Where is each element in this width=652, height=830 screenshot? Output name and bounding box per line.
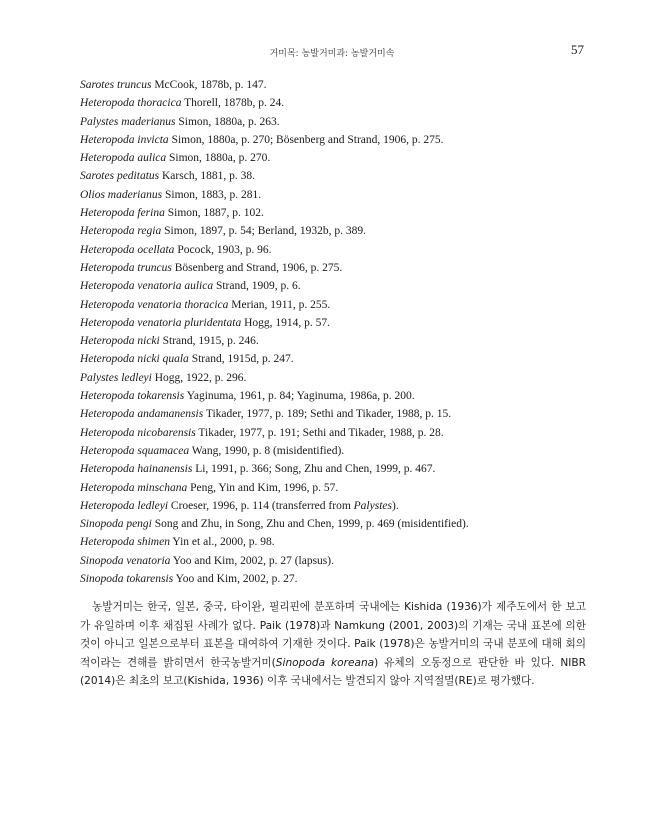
synonym-taxon: Sarotes peditatus bbox=[80, 170, 160, 183]
synonym-taxon: Heteropoda venatoria thoracica bbox=[80, 298, 229, 311]
synonym-entry bbox=[80, 167, 580, 185]
synonym-entry bbox=[80, 149, 580, 167]
synonym-citation: Croeser, 1996, p. 114 (transferred from bbox=[170, 499, 351, 512]
synonym-taxon: Heteropoda shimen bbox=[80, 536, 170, 549]
synonym-taxon: Palystes ledleyi bbox=[80, 371, 152, 384]
synonym-entry bbox=[80, 479, 580, 497]
synonym-citation: Thorell, 1878b, p. 24. bbox=[184, 97, 285, 110]
synonym-citation: Karsch, 1881, p. 38. bbox=[162, 170, 255, 183]
synonym-entry bbox=[80, 497, 580, 515]
synonym-citation: Strand, 1915d, p. 247. bbox=[191, 353, 294, 366]
synonym-taxon: Heteropoda venatoria pluridentata bbox=[80, 316, 242, 329]
synonym-entry bbox=[80, 570, 580, 588]
synonym-list bbox=[80, 76, 580, 588]
synonym-taxon: Sinopoda venatoria bbox=[80, 554, 171, 567]
synonym-entry bbox=[80, 387, 580, 405]
paragraph-text-end: ) 유체의 오동정으로 판단한 바 있다. NIBR (2014)은 최초의 보고(Kishida, 1936) 이후 국내에서는 발견되지 않아 지역절멸(RE)로 평가했다. bbox=[80, 656, 586, 688]
synonym-entry bbox=[80, 241, 580, 259]
synonym-entry bbox=[80, 314, 580, 332]
synonym-citation: Hogg, 1914, p. 57. bbox=[244, 316, 331, 329]
synonym-taxon: Heteropoda truncus bbox=[80, 261, 172, 274]
synonym-citation: Tikader, 1977, p. 191; Sethi and Tikader, 1988, p. 28. bbox=[198, 426, 444, 439]
synonym-citation: Simon, 1897, p. 54; Berland, 1932b, p. 389. bbox=[164, 225, 366, 238]
synonym-entry bbox=[80, 186, 580, 204]
synonym-citation: Simon, 1887, p. 102. bbox=[167, 207, 264, 220]
synonym-entry bbox=[80, 552, 580, 570]
synonym-entry bbox=[80, 113, 580, 131]
synonym-citation: Simon, 1883, p. 281. bbox=[164, 188, 262, 201]
synonym-citation-italic: Palystes bbox=[353, 499, 392, 512]
synonym-entry bbox=[80, 259, 580, 277]
synonym-entry bbox=[80, 515, 580, 533]
synonym-taxon: Heteropoda squamacea bbox=[80, 444, 190, 457]
page-number: 57 bbox=[571, 42, 584, 57]
synonym-entry bbox=[80, 204, 580, 222]
synonym-entry bbox=[80, 131, 580, 149]
synonym-citation: Pocock, 1903, p. 96. bbox=[177, 243, 272, 256]
synonym-citation: Bösenberg and Strand, 1906, p. 275. bbox=[174, 261, 343, 274]
synonym-taxon: Palystes maderianus bbox=[80, 115, 176, 128]
synonym-taxon: Heteropoda andamanensis bbox=[80, 408, 204, 421]
synonym-taxon: Heteropoda nicobarensis bbox=[80, 426, 196, 439]
synonym-entry bbox=[80, 296, 580, 314]
synonym-citation: Simon, 1880a, p. 263. bbox=[178, 115, 280, 128]
synonym-taxon: Heteropoda ferina bbox=[80, 207, 165, 220]
synonym-entry bbox=[80, 76, 580, 94]
synonym-entry bbox=[80, 442, 580, 460]
synonym-citation: Yoo and Kim, 2002, p. 27 (lapsus). bbox=[172, 554, 334, 567]
synonym-taxon: Sarotes truncus bbox=[80, 79, 152, 91]
synonym-taxon: Heteropoda tokarensis bbox=[80, 390, 185, 403]
synonym-citation: Li, 1991, p. 366; Song, Zhu and Chen, 1999, p. 467. bbox=[195, 463, 436, 476]
synonym-citation: Yin et al., 2000, p. 98. bbox=[172, 536, 275, 549]
synonym-citation: Tikader, 1977, p. 189; Sethi and Tikader, 1988, p. 15. bbox=[205, 408, 452, 421]
synonym-citation: Simon, 1880a, p. 270. bbox=[169, 152, 271, 165]
synonym-entry bbox=[80, 460, 580, 478]
synonym-taxon: Olios maderianus bbox=[80, 188, 163, 201]
synonym-citation: Strand, 1915, p. 246. bbox=[162, 335, 259, 348]
synonym-taxon: Sinopoda pengi bbox=[80, 518, 152, 531]
synonym-entry bbox=[80, 350, 580, 368]
body-paragraph bbox=[80, 598, 586, 691]
synonym-taxon: Heteropoda ocellata bbox=[80, 243, 175, 256]
synonym-taxon: Heteropoda regia bbox=[80, 225, 162, 238]
synonym-citation: Peng, Yin and Kim, 1996, p. 57. bbox=[190, 481, 339, 494]
synonym-taxon: Heteropoda ledleyi bbox=[80, 499, 169, 512]
synonym-citation: Wang, 1990, p. 8 (misidentified). bbox=[191, 444, 345, 457]
synonym-taxon: Heteropoda hainanensis bbox=[80, 463, 193, 476]
synonym-entry bbox=[80, 94, 580, 112]
paragraph-text: 농발거미는 한국, 일본, 중국, 타이완, 필리핀에 분포하며 국내에는 Kishida (1936)가 제주도에서 한 보고가 유일하며 이후 채집된 사례가 없다. Paik (1978)과 Namkung (2001, 2003)의 기재는 국내 표본에 의한 것이 아니고 일본으로부터 표본을 대여하여 기재한 것이다. Paik (1978)은 농발거미의 국내 분포에 대해 회의적이라는 견해를 밝히면서 한국농발거미( bbox=[80, 601, 586, 669]
synonym-citation: Strand, 1909, p. 6. bbox=[215, 280, 301, 293]
synonym-entry bbox=[80, 277, 580, 295]
page-header bbox=[80, 42, 584, 62]
synonym-citation: Simon, 1880a, p. 270; Bösenberg and Strand, 1906, p. 275. bbox=[171, 133, 444, 146]
running-title: 거미목: 농발거미과: 농발거미속 bbox=[269, 49, 395, 59]
synonym-taxon: Heteropoda thoracica bbox=[80, 97, 182, 110]
synonym-taxon: Heteropoda nicki bbox=[80, 335, 160, 348]
synonym-entry bbox=[80, 332, 580, 350]
synonym-entry bbox=[80, 369, 580, 387]
synonym-citation: Hogg, 1922, p. 296. bbox=[154, 371, 247, 384]
synonym-citation: Yaginuma, 1961, p. 84; Yaginuma, 1986a, p. 200. bbox=[186, 390, 415, 403]
synonym-citation: Merian, 1911, p. 255. bbox=[231, 298, 331, 311]
synonym-taxon: Sinopoda tokarensis bbox=[80, 573, 174, 586]
synonym-citation: Yoo and Kim, 2002, p. 27. bbox=[175, 573, 298, 586]
synonym-citation: Song and Zhu, in Song, Zhu and Chen, 1999, p. 469 (misidentified). bbox=[154, 518, 469, 531]
synonym-citation: McCook, 1878b, p. 147. bbox=[154, 79, 267, 91]
synonym-entry bbox=[80, 405, 580, 423]
synonym-entry bbox=[80, 424, 580, 442]
synonym-entry bbox=[80, 533, 580, 551]
synonym-taxon: Heteropoda venatoria aulica bbox=[80, 280, 214, 293]
synonym-taxon: Heteropoda minschana bbox=[80, 481, 188, 494]
synonym-taxon: Heteropoda nicki quala bbox=[80, 353, 189, 366]
synonym-citation-end: ). bbox=[391, 499, 399, 512]
synonym-taxon: Heteropoda aulica bbox=[80, 152, 167, 165]
paragraph-italic-taxon: Sinopoda koreana bbox=[275, 656, 375, 669]
synonym-entry bbox=[80, 222, 580, 240]
synonym-taxon: Heteropoda invicta bbox=[80, 133, 169, 146]
